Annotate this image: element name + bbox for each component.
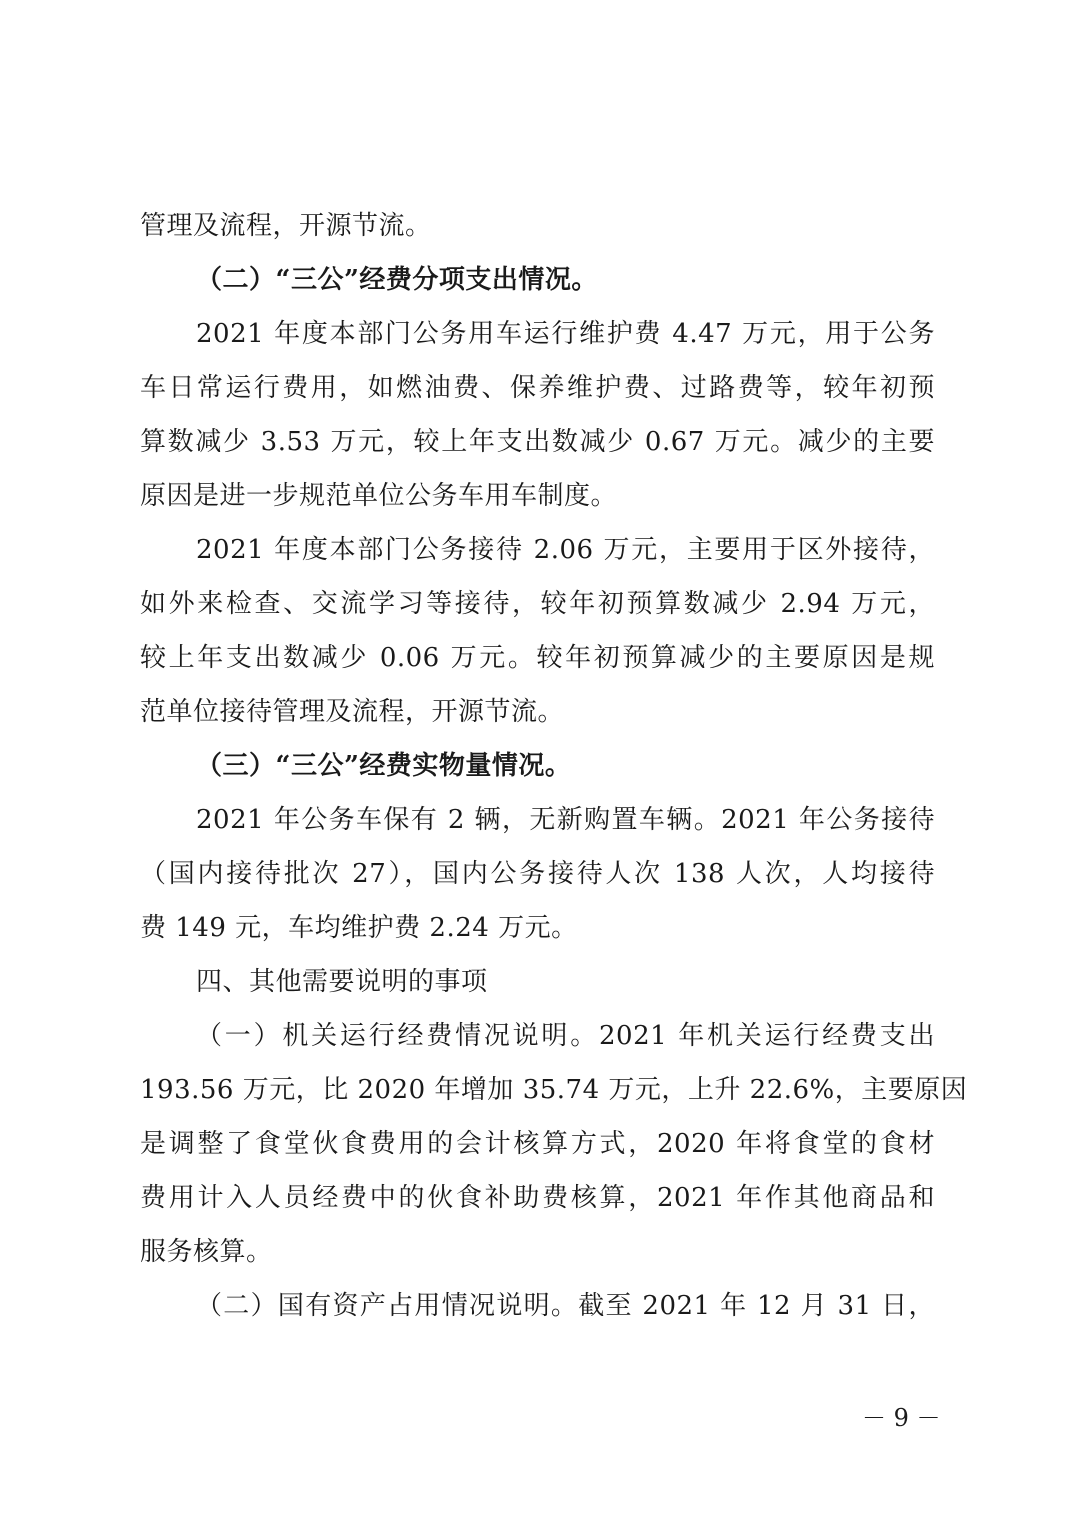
text-line: （国内接待批次 27），国内公务接待人次 138 人次，人均接待	[140, 859, 935, 889]
text-line: （二）国有资产占用情况说明。截至 2021 年 12 月 31 日，	[196, 1291, 935, 1321]
text-line: 如外来检查、交流学习等接待，较年初预算数减少 2.94 万元，	[140, 589, 935, 619]
text-line: （一）机关运行经费情况说明。2021 年机关运行经费支出	[196, 1021, 935, 1051]
text-line: 193.56 万元，比 2020 年增加 35.74 万元，上升 22.6%，主要原因	[140, 1075, 968, 1105]
text-line: 车日常运行费用，如燃油费、保养维护费、过路费等，较年初预	[140, 373, 935, 403]
text-line: 费 149 元，车均维护费 2.24 万元。	[140, 913, 578, 943]
text-line: 算数减少 3.53 万元，较上年支出数减少 0.67 万元。减少的主要	[140, 427, 935, 457]
text-line: 费用计入人员经费中的伙食补助费核算，2021 年作其他商品和	[140, 1183, 935, 1213]
section-heading: 四、其他需要说明的事项	[196, 967, 488, 997]
page-number: － 9 －	[862, 1404, 941, 1432]
section-heading: （三）“三公”经费实物量情况。	[196, 751, 572, 781]
text-line: 2021 年度本部门公务接待 2.06 万元，主要用于区外接待，	[196, 535, 935, 565]
text-line: 管理及流程，开源节流。	[140, 211, 432, 241]
section-heading: （二）“三公”经费分项支出情况。	[196, 265, 598, 295]
text-line: 2021 年度本部门公务用车运行维护费 4.47 万元，用于公务	[196, 319, 935, 349]
text-line: 较上年支出数减少 0.06 万元。较年初预算减少的主要原因是规	[140, 643, 935, 673]
text-line: 服务核算。	[140, 1237, 273, 1267]
text-line: 范单位接待管理及流程，开源节流。	[140, 697, 565, 727]
text-line: 2021 年公务车保有 2 辆，无新购置车辆。2021 年公务接待	[196, 805, 935, 835]
text-line: 是调整了食堂伙食费用的会计核算方式，2020 年将食堂的食材	[140, 1129, 935, 1159]
text-line: 原因是进一步规范单位公务车用车制度。	[140, 481, 618, 511]
